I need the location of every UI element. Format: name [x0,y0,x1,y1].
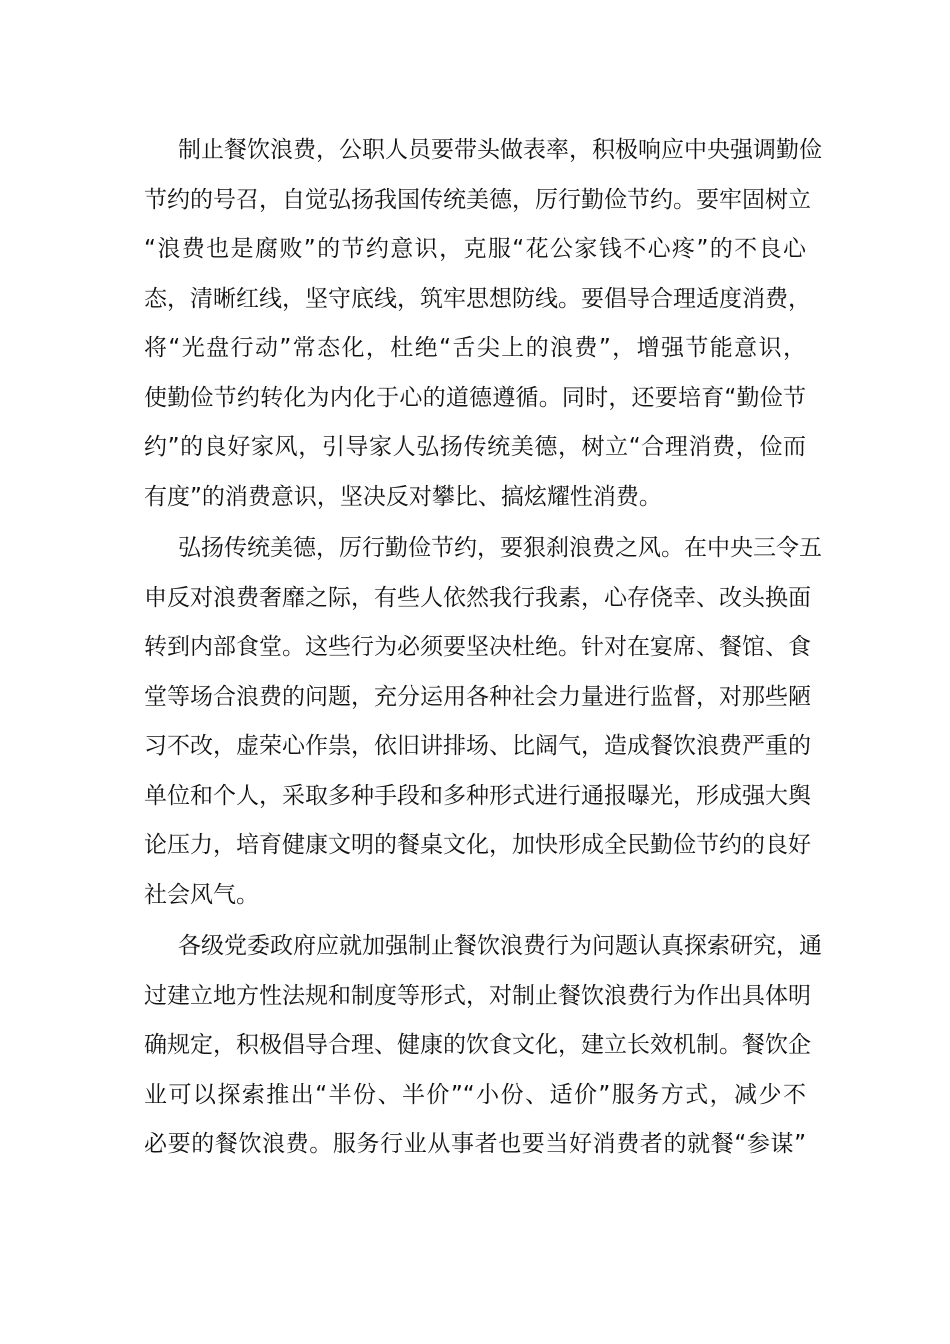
text-line: 必要的餐饮浪费。服务行业从事者也要当好消费者的就餐“参谋” [144,1131,806,1157]
paragraph-3 [144,922,822,1170]
text-line: 节约的号召，自觉弘扬我国传统美德，厉行勤俭节约。要牢固树立 [144,186,811,213]
document-body [144,126,822,1172]
text-line: 习不改，虚荣心作祟，依旧讲排场、比阔气，造成餐饮浪费严重的 [144,733,811,759]
text-line: 制止餐饮浪费，公职人员要带头做表率，积极响应中央强调勤俭 [178,137,822,163]
text-line: 确规定，积极倡导合理、健康的饮食文化，建立长效机制。餐饮企 [144,1032,811,1058]
text-line: 有度”的消费意识，坚决反对攀比、搞炫耀性消费。 [144,483,662,510]
text-line: 单位和个人，采取多种手段和多种形式进行通报曝光，形成强大舆 [144,782,811,809]
text-line: 过建立地方性法规和制度等形式，对制止餐饮浪费行为作出具体明 [144,982,811,1009]
text-line: “浪费也是腐败”的节约意识，克服“花公家钱不心疼”的不良心 [144,236,806,262]
text-line: 各级党委政府应就加强制止餐饮浪费行为问题认真探索研究，通 [178,933,822,959]
text-line: 态，清晰红线，坚守底线，筑牢思想防线。要倡导合理适度消费， [144,285,811,312]
text-line: 业可以探索推出“半份、半价”“小份、适价”服务方式，减少不 [144,1081,806,1108]
paragraph-1 [144,126,822,522]
text-line: 堂等场合浪费的问题，充分运用各种社会力量进行监督，对那些陋 [144,683,811,710]
paragraph-2 [144,524,822,920]
text-line: 使勤俭节约转化为内化于心的道德遵循。同时，还要培育“勤俭节 [144,384,806,411]
text-line: 社会风气。 [144,881,259,908]
text-line: 申反对浪费奢靡之际，有些人依然我行我素，心存侥幸、改头换面 [144,584,811,611]
text-line: 约”的良好家风，引导家人弘扬传统美德，树立“合理消费，俭而 [144,434,806,460]
text-line: 转到内部食堂。这些行为必须要坚决杜绝。针对在宴席、餐馆、食 [144,634,811,660]
text-line: 论压力，培育健康文明的餐桌文化，加快形成全民勤俭节约的良好 [144,832,811,858]
text-line: 弘扬传统美德，厉行勤俭节约，要狠刹浪费之风。在中央三令五 [178,535,822,561]
text-line: 将“光盘行动”常态化，杜绝“舌尖上的浪费”，增强节能意识， [144,335,806,361]
